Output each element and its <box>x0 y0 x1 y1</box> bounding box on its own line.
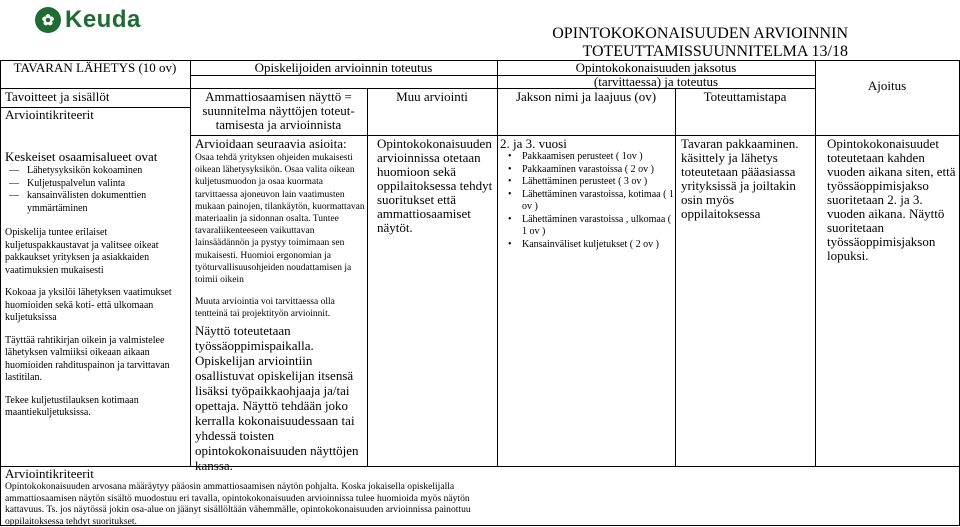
goals-content-cell <box>5 150 188 420</box>
header-criteria: Arviointikriteerit <box>5 107 94 122</box>
criteria-paragraph: Opiskelija tuntee erilaiset kuljetuspakkaustavat ja valitsee oikeat pakkaukset yrityksen ja asiakkaiden vaatimuksien mukaisesti <box>5 227 159 276</box>
logo-mark-icon: ✿ <box>35 7 61 33</box>
study-years: 2. ja 3. vuosi <box>500 136 567 151</box>
criteria-paragraph: Kokoaa ja yksilöi lähetyksen vaatimukset huomioiden sekä koti- että ulkomaan kuljetuksissa <box>5 287 172 323</box>
assessed-items-intro: Arvioidaan seuraavia asioita: <box>195 136 347 151</box>
header-skills-line2: suunnitelma näyttöjen toteut- <box>202 103 355 118</box>
skills-demonstration-cell <box>195 137 365 473</box>
header-skills-line3: tamisesta ja arvioinnista <box>215 117 342 132</box>
header-assessment-implementation: Opiskelijoiden arvioinnin toteutus <box>254 60 433 75</box>
implementation-method-cell <box>681 137 811 221</box>
document-title <box>552 25 848 61</box>
other-assessment-note: Muuta arviointia voi tarvittaessa olla tentteinä tai projektityön arvioinnit. <box>195 297 335 320</box>
assessed-items-text: Osaa tehdä yrityksen ohjeiden mukaisesti oikean lähetysyksikön. Osaa valita oikean kuljetusmuodon ja osaa kuormata tarvittaessa ajoneuvon lain vaatimusten mukaan painojen, tilankäytön, kuormattavan materiaalin ja sidonnan osalta. Tuntee tavaraliikenteeseen vaikuttavan lainsäädännön ja pystyy toimimaan sen mukaisesti. Huomioi ergonomian ja työturvallisuusohjeiden noudattamisen ja toimii oikein <box>195 153 365 286</box>
header-other-assessment: Muu arviointi <box>396 89 468 104</box>
list-item: • Lähettäminen varastoissa, kotimaa ( 1 ov ) <box>500 189 674 214</box>
list-item: • Kansainväliset kuljetukset ( 2 ov ) <box>500 239 674 252</box>
list-item: — Kuljetuspalvelun valinta <box>5 178 188 191</box>
period-cell <box>500 137 674 251</box>
key-areas-heading: Keskeiset osaamisalueet ovat <box>5 149 158 164</box>
document-title-line2: TOTEUTTAMISSUUNNITELMA 13/18 <box>582 43 848 60</box>
demonstration-description: Näyttö toteutetaan työssäoppimispaikalla. Opiskelijan arviointiin osallistuvat opiskelijan itsensä lisäksi työpaikkaohjaaja ja/tai opettaja. Näyttö tehdään joko kerralla kokonaisuudessaan tai yhdessä toisten opintokokonaisuuden näyttöjen kanssa. <box>195 322 359 473</box>
header-implementation-method: Toteuttamistapa <box>703 89 787 104</box>
other-assessment-cell: Opintokokonaisuuden arvioinnissa otetaan huomioon sekä oppilaitoksessa tehdyt suoritukset että ammattiosaamiset näytöt. <box>377 136 493 235</box>
timing-cell: Opintokokonaisuudet toteutetaan kahden vuoden aikana siten, että työssäoppimisjakso suoritetaan 2. ja 3. vuoden aikana. Näyttö suoritetaan työssäoppimisjakson lopuksi. <box>827 136 956 263</box>
criteria-paragraph: Tekee kuljetustilauksen kotimaan maantiekuljetuksissa. <box>5 394 139 418</box>
list-item: • Lähettäminen varastoissa , ulkomaa ( 1 ov ) <box>500 214 674 239</box>
header-course-title: TAVARAN LÄHETYS (10 ov) <box>13 60 177 75</box>
header-course-scheduling: Opintokokonaisuuden jaksotus <box>575 60 737 75</box>
footer-criteria <box>5 467 955 527</box>
header-goals-contents: Tavoitteet ja sisällöt <box>5 89 110 104</box>
list-item: • Lähettäminen perusteet ( 3 ov ) <box>500 176 674 189</box>
header-ajoitus: Ajoitus <box>867 78 907 93</box>
header-course-scheduling-sub: (tarvittaessa) ja toteutus <box>593 74 719 89</box>
list-item: — Lähetysyksikön kokoaminen <box>5 165 188 178</box>
header-skills-line1: Ammattiosaamisen näyttö = <box>205 89 352 104</box>
list-item: • Pakkaamisen perusteet ( 1ov ) <box>500 151 674 164</box>
footer-heading: Arviointikriteerit <box>5 466 94 481</box>
implementation-text: käsittely ja lähetys toteutetaan pääasiassa yrityksissä ja joiltakin osin myös oppilaitoksessa <box>681 150 796 221</box>
logo-wordmark: Keuda <box>65 6 141 33</box>
list-item: • Pakkaaminen varastoissa ( 2 ov ) <box>500 164 674 177</box>
criteria-paragraph: Täyttää rahtikirjan oikein ja valmistelee lähetyksen valmiiksi oikeaan aikaan huomioiden rahdituspainon ja tarvittavan lastitilan. <box>5 334 170 383</box>
header-period-name: Jakson nimi ja laajuus (ov) <box>515 89 657 104</box>
footer-text: Opintokokonaisuuden arvosana määräytyy pääosin ammattiosaamisen näytön pohjalta. Koska jokaisella opiskelijalla ammattiosaamisen näytön sisältö muodostuu eri tavalla, opintokokonaisuuden arvioinnissa tulee huomioida myös näytön kattavuus. Ts. jos näytössä jokin osa-alue on jäänyt sisällöltään vähemmälle, opintokokonaisuuden arvioinnissa painottuu oppilaitoksessa tehdyt suoritukset. <box>5 481 471 527</box>
list-item: — kansainvälisten dokumenttien ymmärtäminen <box>5 190 188 215</box>
document-title-line1: OPINTOKOKONAISUUDEN ARVIOINNIN <box>552 25 848 42</box>
header-skills-demonstration <box>190 90 367 132</box>
period-list <box>500 151 674 251</box>
key-areas-list <box>5 165 188 215</box>
keuda-logo <box>35 5 141 35</box>
implementation-title: Tavaran pakkaaminen. <box>681 136 799 151</box>
